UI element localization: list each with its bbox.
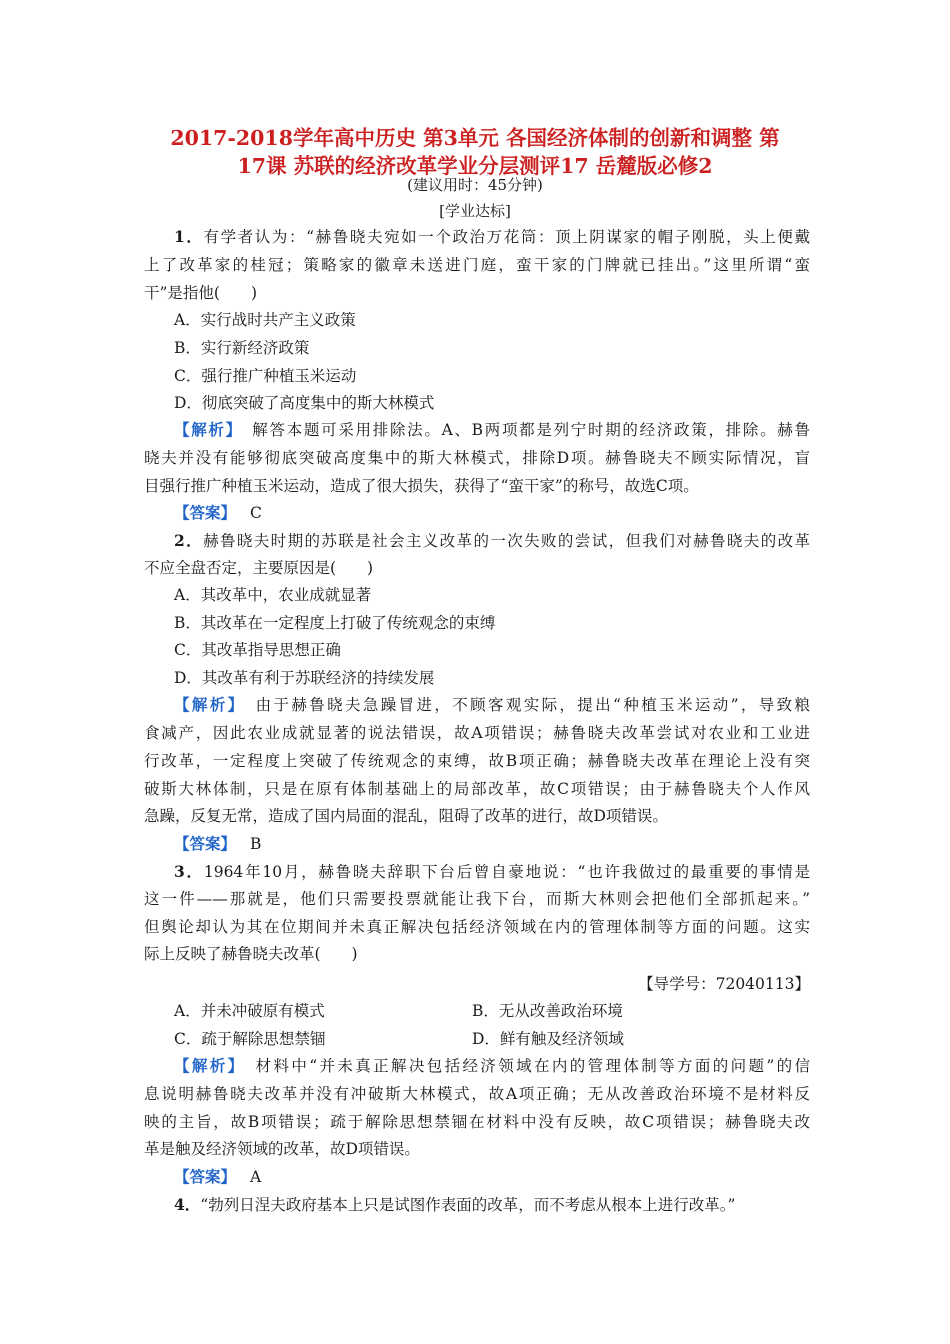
section-heading: [学业达标] <box>439 202 511 220</box>
question-1-answer <box>174 501 810 523</box>
question-2-answer <box>174 832 810 854</box>
question-1-analysis-line-2: 晓夫并没有能够彻底突破高度集中的斯大林模式，排除D项。赫鲁晓夫不顾实际情况，盲 <box>144 449 810 467</box>
question-3-stem-line-3: 但舆论却认为其在位期间并未真正解决包括经济领域在内的管理体制等方面的问题。这实 <box>144 918 810 936</box>
answer-tag: 【答案】 <box>174 834 237 853</box>
question-3-option-d: D．鲜有触及经济领域 <box>472 1030 624 1048</box>
question-2-option-a: A．其改革中，农业成就显著 <box>174 586 372 604</box>
answer-tag: 【答案】 <box>174 503 237 522</box>
question-1-analysis-line-3: 目强行推广种植玉米运动，造成了很大损失，获得了“蛮干家”的称号，故选C项。 <box>144 477 699 495</box>
question-2-option-b: B．其改革在一定程度上打破了传统观念的束缚 <box>174 614 496 632</box>
question-3-stem-line-1: 3．1964年10月，赫鲁晓夫辞职下台后曾自豪地说：“也许我做过的最重要的事情是 <box>174 862 810 881</box>
question-1-stem-line-3: 干”是指他( ) <box>144 284 258 302</box>
title-line-1: 2017-2018学年高中历史 第3单元 各国经济体制的创新和调整 第 <box>170 126 780 150</box>
question-2-option-d: D．其改革有利于苏联经济的持续发展 <box>174 669 435 687</box>
question-1-option-d: D．彻底突破了高度集中的斯大林模式 <box>174 394 435 412</box>
question-3-stem-line-4: 际上反映了赫鲁晓夫改革( ) <box>144 945 358 963</box>
question-2-stem-line-2: 不应全盘否定，主要原因是( ) <box>144 559 374 577</box>
question-2-analysis-line-2: 食减产，因此农业成就显著的说法错误，故A项错误；赫鲁晓夫改革尝试对农业和工业进 <box>144 724 810 742</box>
question-3-answer <box>174 1165 810 1187</box>
question-3-analysis-line-1: 【解析】 材料中“并未真正解决包括经济领域在内的管理体制等方面的问题”的信 <box>174 1056 810 1075</box>
analysis-tag: 【解析】 <box>174 420 236 439</box>
question-1-analysis-line-1: 【解析】 解答本题可采用排除法。A、B两项都是列宁时期的经济政策，排除。赫鲁 <box>174 420 810 439</box>
question-1-stem-line-1: 1．有学者认为：“赫鲁晓夫宛如一个政治万花筒：顶上阴谋家的帽子刚脱，头上便戴 <box>174 227 810 246</box>
analysis-tag: 【解析】 <box>174 695 238 714</box>
question-number: 3． <box>174 862 204 881</box>
question-3-option-c: C．疏于解除思想禁锢 <box>174 1030 326 1048</box>
question-2-analysis-line-5: 急躁，反复无常，造成了国内局面的混乱，阻碍了改革的进行，故D项错误。 <box>144 807 668 825</box>
document-title <box>120 124 830 180</box>
answer-value: A <box>250 1168 262 1186</box>
question-3-option-b: B．无从改善政治环境 <box>472 1002 623 1020</box>
question-3-analysis-line-2: 息说明赫鲁晓夫改革并没有冲破斯大林模式，故A项正确；无从改善政治环境不是材料反 <box>144 1085 810 1103</box>
question-2-analysis-line-3: 行改革，一定程度上突破了传统观念的束缚，故B项正确；赫鲁晓夫改革在理论上没有突 <box>144 752 810 770</box>
guide-number: 【导学号：72040113】 <box>638 975 810 993</box>
question-1-option-b: B．实行新经济政策 <box>174 339 310 357</box>
answer-value: C <box>250 504 262 522</box>
analysis-tag: 【解析】 <box>174 1056 238 1075</box>
time-note: (建议用时：45分钟) <box>407 176 543 194</box>
answer-value: B <box>250 835 262 853</box>
question-2-stem-line-1: 2．赫鲁晓夫时期的苏联是社会主义改革的一次失败的尝试，但我们对赫鲁晓夫的改革 <box>174 531 810 550</box>
answer-tag: 【答案】 <box>174 1167 237 1186</box>
question-2-analysis-line-4: 破斯大林体制，只是在原有体制基础上的局部改革，故C项错误；由于赫鲁晓夫个人作风 <box>144 780 810 798</box>
question-1-option-c: C．强行推广种植玉米运动 <box>174 367 357 385</box>
question-2-analysis-line-1: 【解析】 由于赫鲁晓夫急躁冒进，不顾客观实际，提出“种植玉米运动”，导致粮 <box>174 695 810 714</box>
question-3-analysis-line-3: 映的主旨，故B项错误；疏于解除思想禁锢在材料中没有反映，故C项错误；赫鲁晓夫改 <box>144 1113 810 1131</box>
question-4-stem-line-1: 4．“勃列日涅夫政府基本上只是试图作表面的改革，而不考虑从根本上进行改革。” <box>174 1195 736 1214</box>
question-3-option-a: A．并未冲破原有模式 <box>174 1002 325 1020</box>
title-line-2: 17课 苏联的经济改革学业分层测评17 岳麓版必修2 <box>237 154 713 178</box>
question-3-stem-line-2: 这一件——那就是，他们只需要投票就能让我下台，而斯大林则会把他们全部抓起来。” <box>144 890 810 908</box>
question-1-stem-line-2: 上了改革家的桂冠；策略家的徽章未送进门庭，蛮干家的门牌就已挂出。”这里所谓“蛮 <box>144 256 810 274</box>
question-number: 1． <box>174 227 204 246</box>
question-number: 2． <box>174 531 204 550</box>
question-1-option-a: A．实行战时共产主义政策 <box>174 311 356 329</box>
question-3-analysis-line-4: 革是触及经济领域的改革，故D项错误。 <box>144 1140 420 1158</box>
question-number: 4． <box>174 1195 201 1214</box>
question-2-option-c: C．其改革指导思想正确 <box>174 641 341 659</box>
